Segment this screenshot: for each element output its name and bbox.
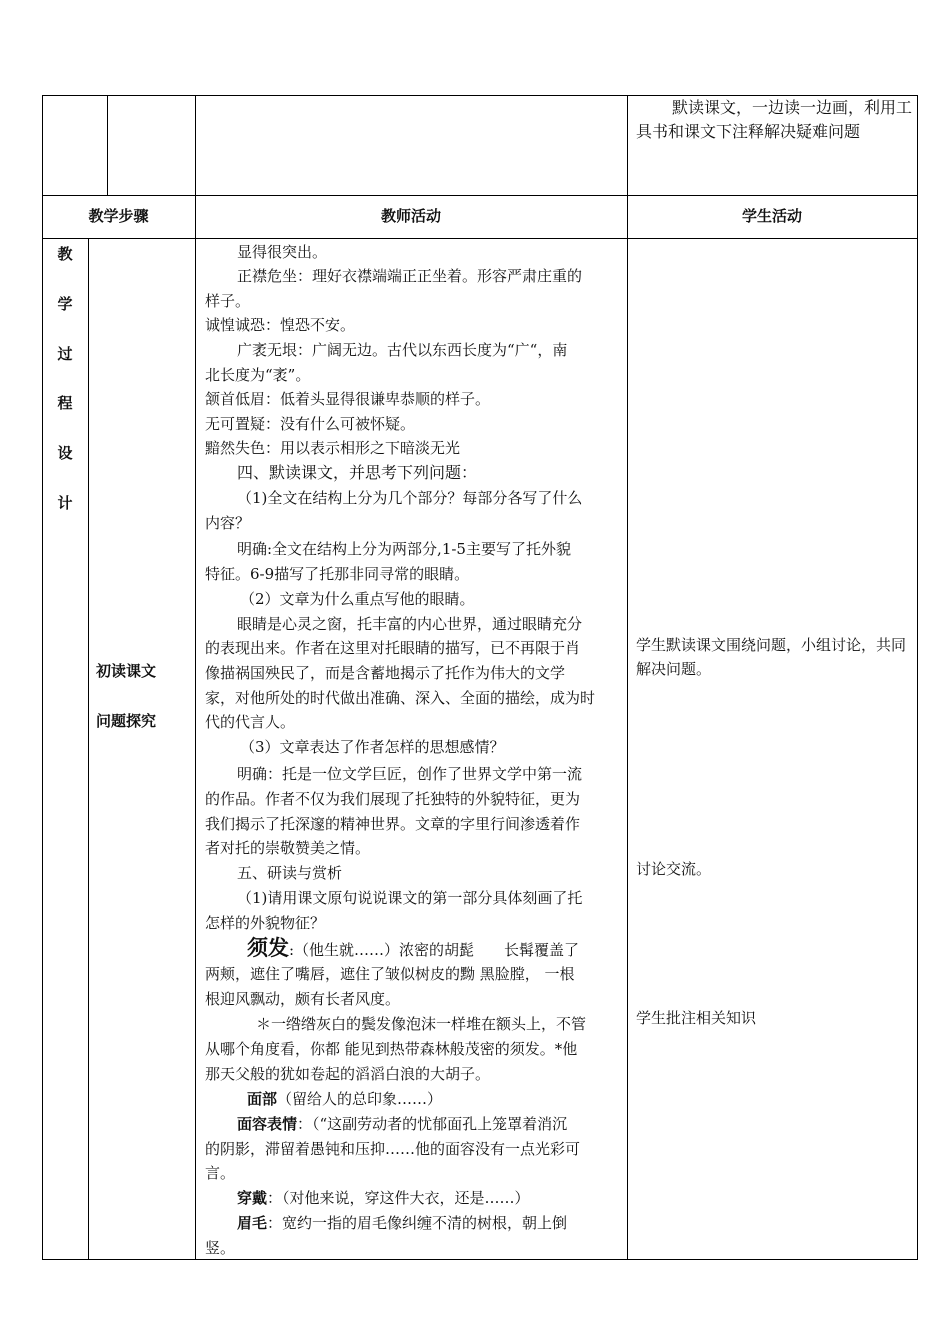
face-text: （留给人的总印象……） [277, 1090, 443, 1108]
teacher-line: 明确：托是一位文学巨匠，创作了世界文学中第一流 [237, 765, 583, 783]
teacher-line: （3）文章表达了作者怎样的思想感情？ [240, 738, 505, 756]
teacher-line: 家，对他所处的时代做出准确、深入、全面的描绘，成为时 [205, 689, 596, 707]
table-right-border [917, 95, 918, 1260]
teacher-line: 从哪个角度看，你都 能见到热带森林般茂密的须发。*他 [205, 1040, 578, 1058]
header-student: 学生活动 [741, 207, 802, 225]
teacher-line: 竖。 [205, 1239, 236, 1257]
teacher-line: 根迎风飘动，颇有长者风度。 [205, 990, 401, 1008]
teacher-line: 者对托的崇敬赞美之情。 [205, 839, 371, 857]
process-label-2: 学 [57, 295, 73, 313]
process-label-6: 计 [57, 494, 73, 512]
teacher-line: 的作品。作者不仅为我们展现了托独特的外貌特征，更为 [205, 790, 581, 808]
header-teacher: 教师活动 [380, 207, 441, 225]
student-note-1: 学生默读课文围绕问题，小组讨论，共同解决问题。 [636, 636, 907, 678]
header-steps: 教学步骤 [88, 207, 149, 225]
teacher-line: 言。 [205, 1164, 236, 1182]
process-label-5: 设 [57, 444, 73, 462]
beard-text: :（他生就……）浓密的胡髭 长髯覆盖了 [289, 941, 580, 959]
teacher-line: 明确:全文在结构上分为两部分,1-5主要写了托外貌 [237, 540, 571, 558]
teacher-line: 两颊，遮住了嘴唇，遮住了皱似树皮的黝 黑脸膛， 一根 [205, 965, 575, 983]
expression-label: 面容表情 [237, 1115, 298, 1133]
teacher-line-expression [237, 1112, 567, 1137]
teacher-line-clothes [237, 1186, 530, 1211]
teacher-line: （1)请用课文原句说说课文的第一部分具体刻画了托 [237, 889, 583, 907]
teacher-line: 样子。 [205, 292, 251, 310]
teacher-line: 五、研读与赏析 [237, 864, 343, 882]
top-student-activity [636, 96, 912, 144]
teacher-line: 黯然失色：用以表示相形之下暗淡无光 [205, 439, 461, 457]
brows-text: ：宽约一指的眉毛像纠缠不清的树根，朝上倒 [267, 1214, 568, 1232]
top-student-text: 默读课文，一边读一边画，利用工具书和课文下注释解决疑难问题 [636, 98, 913, 141]
process-label-4: 程 [57, 394, 73, 412]
clothes-text: ：（对他来说，穿这件大衣，还是……） [267, 1189, 530, 1207]
face-label: 面部 [247, 1090, 278, 1108]
substep-label-2: 问题探究 [96, 712, 157, 730]
teacher-line: 四、默读课文，并思考下列问题： [237, 463, 478, 482]
teacher-line: 眼睛是心灵之窗，托丰富的内心世界，通过眼睛充分 [237, 615, 583, 633]
teacher-line-brows [237, 1211, 567, 1236]
teacher-line: 颔首低眉：低着头显得很谦卑恭顺的样子。 [205, 390, 491, 408]
teacher-line: 诚惶诚恐：惶恐不安。 [205, 316, 356, 334]
teacher-line: 代的代言人。 [205, 713, 296, 731]
teacher-line: 正襟危坐：理好衣襟端端正正坐着。形容严肃庄重的 [237, 267, 583, 285]
student-note-3: 学生批注相关知识 [636, 1009, 757, 1027]
process-label-1: 教 [57, 245, 73, 263]
teacher-line: 怎样的外貌物征？ [205, 914, 326, 932]
row-divider-2 [42, 238, 918, 239]
expression-text: ：（“这副劳动者的忧郁面孔上笼罩着消沉 [297, 1115, 568, 1133]
teacher-line: 那天父般的犹如卷起的滔滔白浪的大胡子。 [205, 1065, 491, 1083]
teacher-line: 内容？ [205, 514, 251, 532]
student-note-2: 讨论交流。 [636, 860, 712, 878]
clothes-label: 穿戴 [237, 1189, 268, 1207]
process-divider [88, 238, 89, 1260]
teacher-line: 的表现出来。作者在这里对托眼睛的描写，已不再限于肖 [205, 639, 581, 657]
beard-label: 须发 [247, 935, 289, 960]
table-left-border [42, 95, 43, 1260]
teacher-line: （2）文章为什么重点写他的眼睛。 [240, 590, 475, 608]
teacher-line: 的阴影，滞留着愚钝和压抑……他的面容没有一点光彩可 [205, 1140, 581, 1158]
teacher-line-face [247, 1087, 442, 1112]
teacher-line: 像描祸国殃民了，而是含蓄地揭示了托作为伟大的文学 [205, 664, 566, 682]
teacher-line: 北长度为“袤”。 [205, 366, 311, 384]
top-inner-divider-a [107, 95, 108, 195]
substep-label-1: 初读课文 [96, 662, 157, 680]
row-divider-1 [42, 195, 918, 196]
teacher-line: 我们揭示了托深邃的精神世界。文章的字里行间渗透着作 [205, 815, 581, 833]
process-label-3: 过 [57, 345, 73, 363]
teacher-line: 广袤无垠：广阔无边。古代以东西长度为“广“，南 [237, 341, 568, 359]
teacher-line: 显得很突出。 [237, 243, 328, 261]
brows-label: 眉毛 [237, 1214, 268, 1232]
table-bottom-border [42, 1259, 918, 1260]
teacher-line: （1)全文在结构上分为几个部分？每部分各写了什么 [237, 489, 583, 507]
steps-divider [195, 95, 196, 1260]
teacher-divider [627, 95, 628, 1260]
teacher-line: 特征。6-9描写了托那非同寻常的眼睛。 [205, 565, 470, 583]
teacher-line-beard [247, 936, 579, 963]
teacher-line: ＊一绺绺灰白的鬓发像泡沫一样堆在额头上，不管 [256, 1015, 587, 1033]
teacher-line: 无可置疑：没有什么可被怀疑。 [205, 415, 416, 433]
